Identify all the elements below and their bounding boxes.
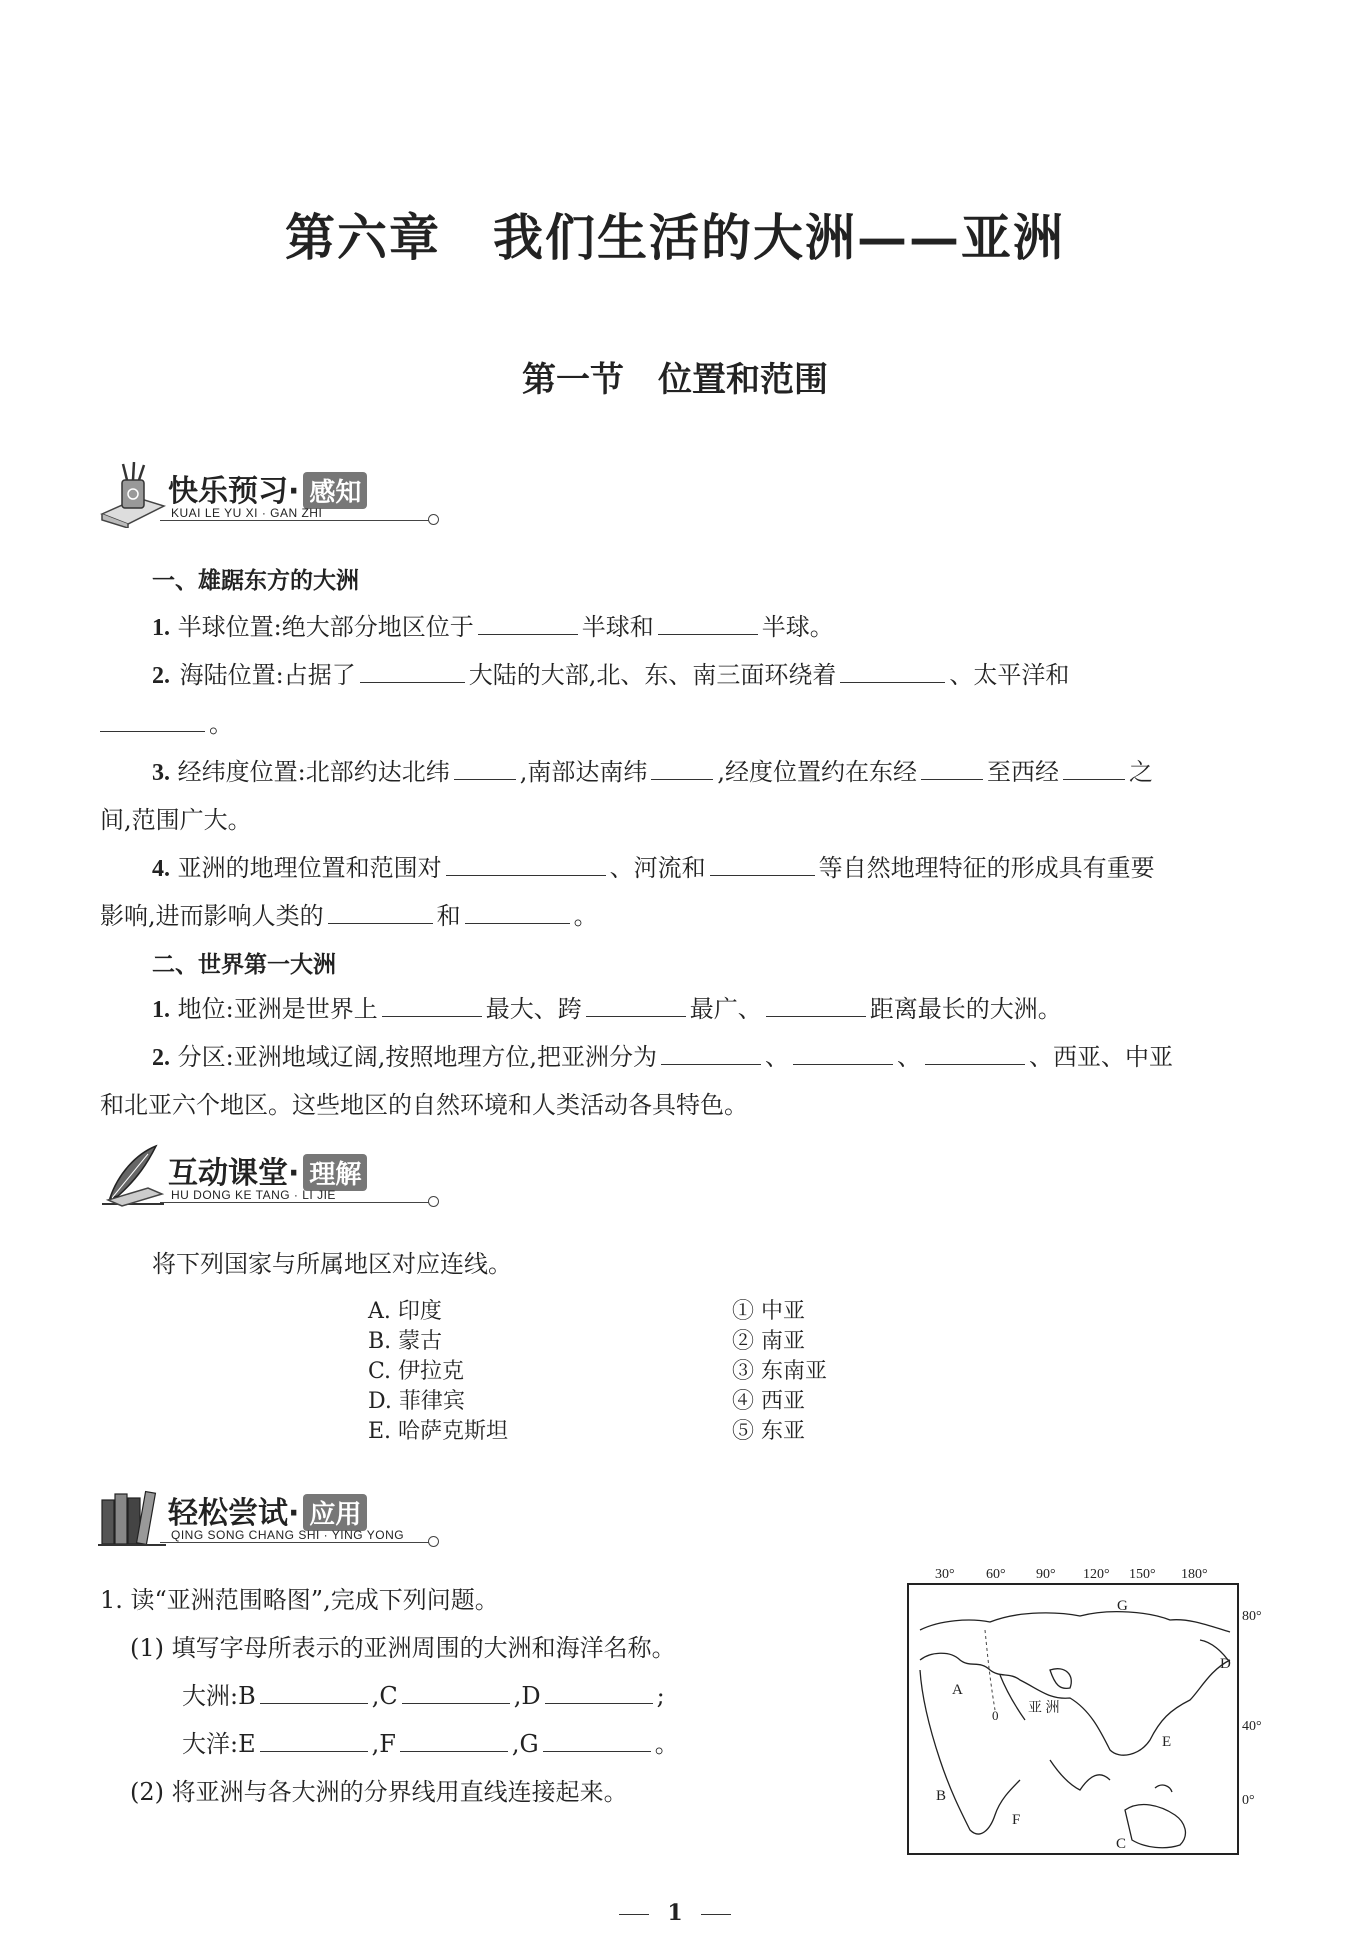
country-list bbox=[368, 1297, 508, 1447]
country-item: A. 印度 bbox=[368, 1299, 442, 1324]
preview-banner bbox=[98, 462, 428, 532]
matching-instruction: 将下列国家与所属地区对应连线。 bbox=[152, 1250, 512, 1278]
practice-banner-tag: 应用 bbox=[303, 1494, 367, 1531]
map-letter: F bbox=[1012, 1812, 1021, 1828]
country-item: E. 哈萨克斯坦 bbox=[368, 1419, 509, 1444]
country-item: C. 伊拉克 bbox=[368, 1359, 465, 1384]
practice-banner-pinyin: QING SONG CHANG SHI · YING YONG bbox=[171, 1528, 405, 1542]
section-title: 第一节 位置和范围 bbox=[522, 360, 828, 400]
question-1: 1. 半球位置:绝大部分地区位于 半球和 半球。 bbox=[152, 613, 834, 641]
part2-question-1: 1. 地位:亚洲是世界上 最大、跨 最广、 距离最长的大洲。 bbox=[152, 995, 1062, 1023]
region-item: ② 南亚 bbox=[732, 1329, 805, 1354]
map-lat-label: 80° bbox=[1242, 1609, 1262, 1624]
map-lon-label: 150° bbox=[1129, 1567, 1156, 1582]
classroom-banner bbox=[98, 1144, 428, 1214]
part1-heading: 一、雄踞东方的大洲 bbox=[152, 568, 359, 594]
practice-question-1: 1. 读“亚洲范围略图”,完成下列问题。 bbox=[100, 1586, 499, 1614]
map-letter: D bbox=[1220, 1656, 1231, 1672]
practice-banner bbox=[98, 1484, 428, 1554]
question-4: 4. 亚洲的地理位置和范围对 、河流和 等自然地理特征的形成具有重要 bbox=[152, 854, 1155, 882]
question-4-cont: 影响,进而影响人类的 和 。 bbox=[100, 902, 598, 930]
region-list bbox=[732, 1297, 827, 1447]
map-lon-label: 90° bbox=[1036, 1567, 1056, 1582]
practice-banner-title: 轻松尝试· 应用 bbox=[168, 1488, 367, 1532]
chapter-title: 第六章 我们生活的大洲——亚洲 bbox=[285, 208, 1065, 267]
map-lat-label: 0° bbox=[1242, 1793, 1255, 1808]
preview-banner-title: 快乐预习· 感知 bbox=[168, 466, 367, 510]
country-item: D. 菲律宾 bbox=[368, 1389, 465, 1414]
question-2-cont: 。 bbox=[100, 708, 233, 740]
asia-range-map bbox=[900, 1560, 1270, 1860]
continent-blanks: 大洲:B ,C ,D ; bbox=[182, 1682, 665, 1710]
books-icon bbox=[98, 1484, 168, 1550]
preview-banner-pinyin: KUAI LE YU XI · GAN ZHI bbox=[171, 506, 323, 520]
question-3: 3. 经纬度位置:北部约达北纬 ,南部达南纬 ,经度位置约在东经 至西经 之 bbox=[152, 758, 1154, 786]
map-letter: C bbox=[1116, 1836, 1127, 1852]
pencil-cup-icon bbox=[98, 462, 168, 528]
map-zero-label: 0 bbox=[992, 1708, 999, 1723]
map-letter: E bbox=[1162, 1734, 1172, 1750]
quill-pen-icon bbox=[98, 1144, 168, 1210]
classroom-banner-title: 互动课堂· 理解 bbox=[168, 1148, 367, 1192]
question-2: 2. 海陆位置:占据了 大陆的大部,北、东、南三面环绕着 、太平洋和 bbox=[152, 661, 1070, 689]
part2-heading: 二、世界第一大洲 bbox=[152, 952, 336, 978]
region-item: ① 中亚 bbox=[732, 1299, 805, 1324]
part2-question-2: 2. 分区:亚洲地域辽阔,按照地理方位,把亚洲分为 、 、 、西亚、中亚 bbox=[152, 1043, 1173, 1071]
map-letter: B bbox=[936, 1788, 947, 1804]
map-lon-label: 180° bbox=[1181, 1567, 1208, 1582]
classroom-banner-pinyin: HU DONG KE TANG · LI JIE bbox=[171, 1188, 336, 1202]
map-letter: G bbox=[1117, 1598, 1128, 1614]
classroom-banner-tag: 理解 bbox=[303, 1154, 367, 1191]
map-lon-label: 60° bbox=[986, 1567, 1006, 1582]
practice-question-1-2: (2) 将亚洲与各大洲的分界线用直线连接起来。 bbox=[130, 1778, 628, 1806]
ocean-blanks: 大洋:E ,F ,G 。 bbox=[182, 1730, 679, 1758]
part2-question-2-cont: 和北亚六个地区。这些地区的自然环境和人类活动各具特色。 bbox=[100, 1091, 748, 1119]
page-number: 1 bbox=[0, 1900, 1350, 1926]
region-item: ⑤ 东亚 bbox=[732, 1419, 805, 1444]
question-3-cont: 间,范围广大。 bbox=[100, 806, 252, 834]
practice-question-1-1: (1) 填写字母所表示的亚洲周围的大洲和海洋名称。 bbox=[130, 1634, 676, 1662]
country-item: B. 蒙古 bbox=[368, 1329, 443, 1354]
map-lon-label: 120° bbox=[1083, 1567, 1110, 1582]
map-center-label: 亚 洲 bbox=[1028, 1701, 1060, 1716]
map-lat-label: 40° bbox=[1242, 1719, 1262, 1734]
region-item: ④ 西亚 bbox=[732, 1389, 805, 1414]
map-lon-label: 30° bbox=[935, 1567, 955, 1582]
preview-banner-tag: 感知 bbox=[303, 472, 367, 509]
map-letter: A bbox=[952, 1682, 963, 1698]
region-item: ③ 东南亚 bbox=[732, 1359, 827, 1384]
